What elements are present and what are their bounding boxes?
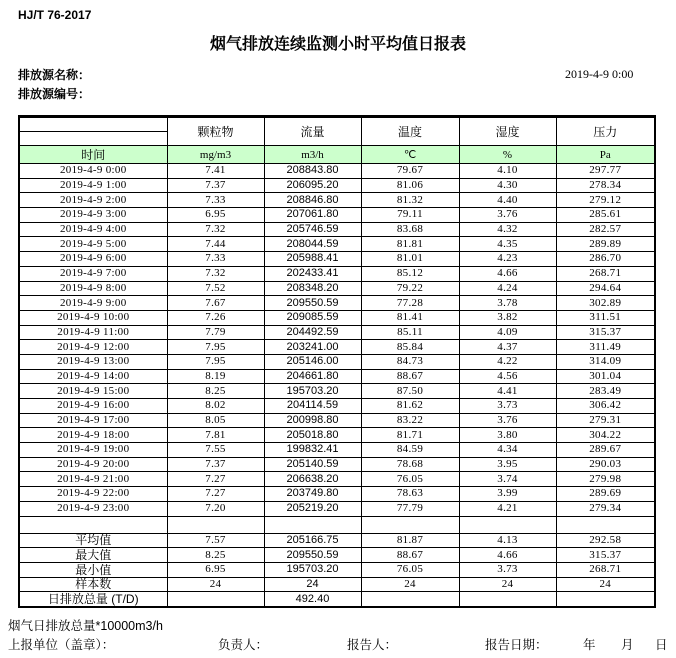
value-cell: 81.06 [361,178,459,193]
value-cell: 206638.20 [264,472,361,487]
value-cell: 4.22 [459,354,556,369]
summary-value-cell: 4.66 [459,548,556,563]
summary-row [19,577,655,592]
summary-value-cell: 205166.75 [264,533,361,548]
time-cell: 2019-4-9 7:00 [19,266,167,281]
table-row [19,501,655,516]
value-cell: 7.33 [167,193,264,208]
value-cell: 3.78 [459,296,556,311]
table-row [19,487,655,502]
col-header-flow: 流量 [264,117,361,146]
value-cell: 268.71 [556,266,655,281]
value-cell: 304.22 [556,428,655,443]
value-cell: 4.24 [459,281,556,296]
table-row [19,369,655,384]
value-cell: 7.44 [167,237,264,252]
source-name-label: 排放源名称： [18,68,91,82]
time-header: 时间 [19,146,167,164]
value-cell: 85.11 [361,325,459,340]
value-cell: 7.55 [167,443,264,458]
summary-value-cell: 6.95 [167,562,264,577]
time-cell: 2019-4-9 12:00 [19,340,167,355]
value-cell: 7.33 [167,252,264,267]
summary-value-cell: 195703.20 [264,562,361,577]
value-cell: 208843.80 [264,164,361,179]
reporting-unit-label: 上报单位（盖章）： [8,638,115,652]
value-cell: 209085.59 [264,310,361,325]
value-cell: 209550.59 [264,296,361,311]
value-cell: 4.09 [459,325,556,340]
value-cell: 294.64 [556,281,655,296]
value-cell: 8.19 [167,369,264,384]
summary-section [19,516,655,607]
value-cell: 301.04 [556,369,655,384]
value-cell: 7.95 [167,340,264,355]
value-cell: 285.61 [556,208,655,223]
spacer-row [19,516,655,533]
summary-row [19,592,655,607]
value-cell: 302.89 [556,296,655,311]
value-cell: 7.67 [167,296,264,311]
value-cell: 79.11 [361,208,459,223]
time-cell: 2019-4-9 8:00 [19,281,167,296]
value-cell: 205018.80 [264,428,361,443]
value-cell: 306.42 [556,399,655,414]
table-row [19,399,655,414]
value-cell: 4.30 [459,178,556,193]
table-row [19,384,655,399]
value-cell: 279.12 [556,193,655,208]
year-label: 年 [583,638,596,652]
source-code-label: 排放源编号： [18,87,91,101]
value-cell: 4.35 [459,237,556,252]
time-cell: 2019-4-9 4:00 [19,222,167,237]
table-row [19,413,655,428]
summary-label-cell: 最小值 [19,562,167,577]
value-cell: 200998.80 [264,413,361,428]
time-cell: 2019-4-9 9:00 [19,296,167,311]
time-cell: 2019-4-9 17:00 [19,413,167,428]
col-header-humidity: 湿度 [459,117,556,146]
value-cell: 4.21 [459,501,556,516]
time-cell: 2019-4-9 1:00 [19,178,167,193]
value-cell: 205746.59 [264,222,361,237]
value-cell: 203749.80 [264,487,361,502]
value-cell: 4.56 [459,369,556,384]
summary-label-cell: 最大值 [19,548,167,563]
table-row [19,472,655,487]
table-row [19,164,655,179]
value-cell: 206095.20 [264,178,361,193]
value-cell: 205988.41 [264,252,361,267]
value-cell: 81.01 [361,252,459,267]
value-cell: 81.41 [361,310,459,325]
value-cell: 4.66 [459,266,556,281]
table-row [19,237,655,252]
value-cell: 81.32 [361,193,459,208]
value-cell: 204492.59 [264,325,361,340]
value-cell: 289.89 [556,237,655,252]
standard-number: HJ/T 76-2017 [18,8,92,22]
value-cell: 7.37 [167,178,264,193]
table-row [19,310,655,325]
value-cell: 289.69 [556,487,655,502]
time-header-blank-top [19,117,167,132]
summary-value-cell: 24 [459,577,556,592]
value-cell: 7.26 [167,310,264,325]
table-row [19,193,655,208]
time-cell: 2019-4-9 5:00 [19,237,167,252]
value-cell: 297.77 [556,164,655,179]
value-cell: 4.10 [459,164,556,179]
value-cell: 81.81 [361,237,459,252]
summary-value-cell [459,592,556,607]
time-cell: 2019-4-9 10:00 [19,310,167,325]
time-cell: 2019-4-9 23:00 [19,501,167,516]
value-cell: 7.52 [167,281,264,296]
table-row [19,354,655,369]
hourly-rows [19,164,655,517]
summary-value-cell: 24 [167,577,264,592]
time-cell: 2019-4-9 3:00 [19,208,167,223]
value-cell: 290.03 [556,457,655,472]
value-cell: 85.12 [361,266,459,281]
table-row [19,340,655,355]
value-cell: 4.37 [459,340,556,355]
summary-value-cell: 315.37 [556,548,655,563]
value-cell: 205140.59 [264,457,361,472]
value-cell: 3.74 [459,472,556,487]
unit-flow: m3/h [264,146,361,164]
value-cell: 81.71 [361,428,459,443]
value-cell: 208044.59 [264,237,361,252]
flow-total-note: 烟气日排放总量*10000m3/h [8,619,163,633]
time-cell: 2019-4-9 20:00 [19,457,167,472]
summary-label-cell: 日排放总量 (T/D) [19,592,167,607]
value-cell: 3.99 [459,487,556,502]
time-cell: 2019-4-9 2:00 [19,193,167,208]
value-cell: 3.82 [459,310,556,325]
month-label: 月 [621,638,634,652]
value-cell: 84.73 [361,354,459,369]
responsible-person-label: 负责人： [218,638,269,652]
time-cell: 2019-4-9 19:00 [19,443,167,458]
table-row [19,296,655,311]
value-cell: 314.09 [556,354,655,369]
value-cell: 7.95 [167,354,264,369]
value-cell: 311.49 [556,340,655,355]
time-cell: 2019-4-9 13:00 [19,354,167,369]
value-cell: 7.27 [167,487,264,502]
value-cell: 7.41 [167,164,264,179]
value-cell: 204661.80 [264,369,361,384]
value-cell: 79.67 [361,164,459,179]
value-cell: 83.22 [361,413,459,428]
summary-label-cell: 平均值 [19,533,167,548]
col-header-particulate: 颗粒物 [167,117,264,146]
value-cell: 199832.41 [264,443,361,458]
value-cell: 8.25 [167,384,264,399]
value-cell: 77.28 [361,296,459,311]
hourly-average-table [18,115,656,608]
value-cell: 78.68 [361,457,459,472]
value-cell: 84.59 [361,443,459,458]
value-cell: 81.62 [361,399,459,414]
table-row [19,252,655,267]
value-cell: 283.49 [556,384,655,399]
value-cell: 7.27 [167,472,264,487]
value-cell: 4.41 [459,384,556,399]
value-cell: 8.02 [167,399,264,414]
summary-value-cell: 88.67 [361,548,459,563]
value-cell: 7.79 [167,325,264,340]
col-header-pressure: 压力 [556,117,655,146]
value-cell: 4.34 [459,443,556,458]
value-cell: 203241.00 [264,340,361,355]
summary-value-cell: 209550.59 [264,548,361,563]
col-header-temperature: 温度 [361,117,459,146]
value-cell: 7.81 [167,428,264,443]
summary-value-cell: 24 [361,577,459,592]
value-cell: 207061.80 [264,208,361,223]
value-cell: 3.95 [459,457,556,472]
value-cell: 8.05 [167,413,264,428]
time-cell: 2019-4-9 15:00 [19,384,167,399]
unit-humidity: % [459,146,556,164]
value-cell: 204114.59 [264,399,361,414]
time-cell: 2019-4-9 21:00 [19,472,167,487]
summary-value-cell [167,592,264,607]
value-cell: 208846.80 [264,193,361,208]
time-cell: 2019-4-9 18:00 [19,428,167,443]
summary-value-cell: 24 [264,577,361,592]
value-cell: 79.22 [361,281,459,296]
value-cell: 6.95 [167,208,264,223]
time-header-blank-bottom [19,132,167,146]
value-cell: 3.80 [459,428,556,443]
report-datetime: 2019-4-9 0:00 [565,67,634,81]
value-cell: 3.73 [459,399,556,414]
summary-value-cell: 3.73 [459,562,556,577]
value-cell: 282.57 [556,222,655,237]
table-row [19,208,655,223]
value-cell: 286.70 [556,252,655,267]
units-row [19,146,655,164]
summary-value-cell: 7.57 [167,533,264,548]
value-cell: 202433.41 [264,266,361,281]
value-cell: 78.63 [361,487,459,502]
time-cell: 2019-4-9 14:00 [19,369,167,384]
unit-particulate: mg/m3 [167,146,264,164]
table-row [19,281,655,296]
value-cell: 279.98 [556,472,655,487]
value-cell: 7.32 [167,222,264,237]
value-cell: 205146.00 [264,354,361,369]
unit-pressure: Pa [556,146,655,164]
summary-value-cell: 24 [556,577,655,592]
value-cell: 311.51 [556,310,655,325]
value-cell: 279.31 [556,413,655,428]
value-cell: 278.34 [556,178,655,193]
value-cell: 4.23 [459,252,556,267]
unit-temperature: ℃ [361,146,459,164]
value-cell: 3.76 [459,413,556,428]
value-cell: 195703.20 [264,384,361,399]
time-cell: 2019-4-9 16:00 [19,399,167,414]
table-row [19,325,655,340]
time-cell: 2019-4-9 22:00 [19,487,167,502]
header-row-1 [19,117,655,132]
summary-value-cell: 76.05 [361,562,459,577]
value-cell: 279.34 [556,501,655,516]
reporter-label: 报告人： [347,638,398,652]
table-row [19,178,655,193]
value-cell: 208348.20 [264,281,361,296]
summary-value-cell: 4.13 [459,533,556,548]
value-cell: 85.84 [361,340,459,355]
page-title: 烟气排放连续监测小时平均值日报表 [209,36,466,53]
table-row [19,443,655,458]
table-row [19,428,655,443]
value-cell: 315.37 [556,325,655,340]
value-cell: 7.32 [167,266,264,281]
value-cell: 3.76 [459,208,556,223]
summary-value-cell: 81.87 [361,533,459,548]
summary-value-cell [556,592,655,607]
value-cell: 7.37 [167,457,264,472]
value-cell: 4.40 [459,193,556,208]
summary-label-cell: 样本数 [19,577,167,592]
time-cell: 2019-4-9 6:00 [19,252,167,267]
summary-value-cell: 8.25 [167,548,264,563]
table-row [19,222,655,237]
summary-value-cell: 292.58 [556,533,655,548]
value-cell: 83.68 [361,222,459,237]
value-cell: 77.79 [361,501,459,516]
value-cell: 4.32 [459,222,556,237]
day-label: 日 [655,638,668,652]
value-cell: 7.20 [167,501,264,516]
summary-value-cell: 492.40 [264,592,361,607]
value-cell: 76.05 [361,472,459,487]
summary-row [19,562,655,577]
summary-row [19,533,655,548]
time-cell: 2019-4-9 0:00 [19,164,167,179]
value-cell: 88.67 [361,369,459,384]
table-row [19,457,655,472]
summary-row [19,548,655,563]
value-cell: 205219.20 [264,501,361,516]
summary-value-cell [361,592,459,607]
value-cell: 87.50 [361,384,459,399]
time-cell: 2019-4-9 11:00 [19,325,167,340]
summary-value-cell: 268.71 [556,562,655,577]
report-date-label: 报告日期： [485,638,548,652]
value-cell: 289.67 [556,443,655,458]
table-row [19,266,655,281]
